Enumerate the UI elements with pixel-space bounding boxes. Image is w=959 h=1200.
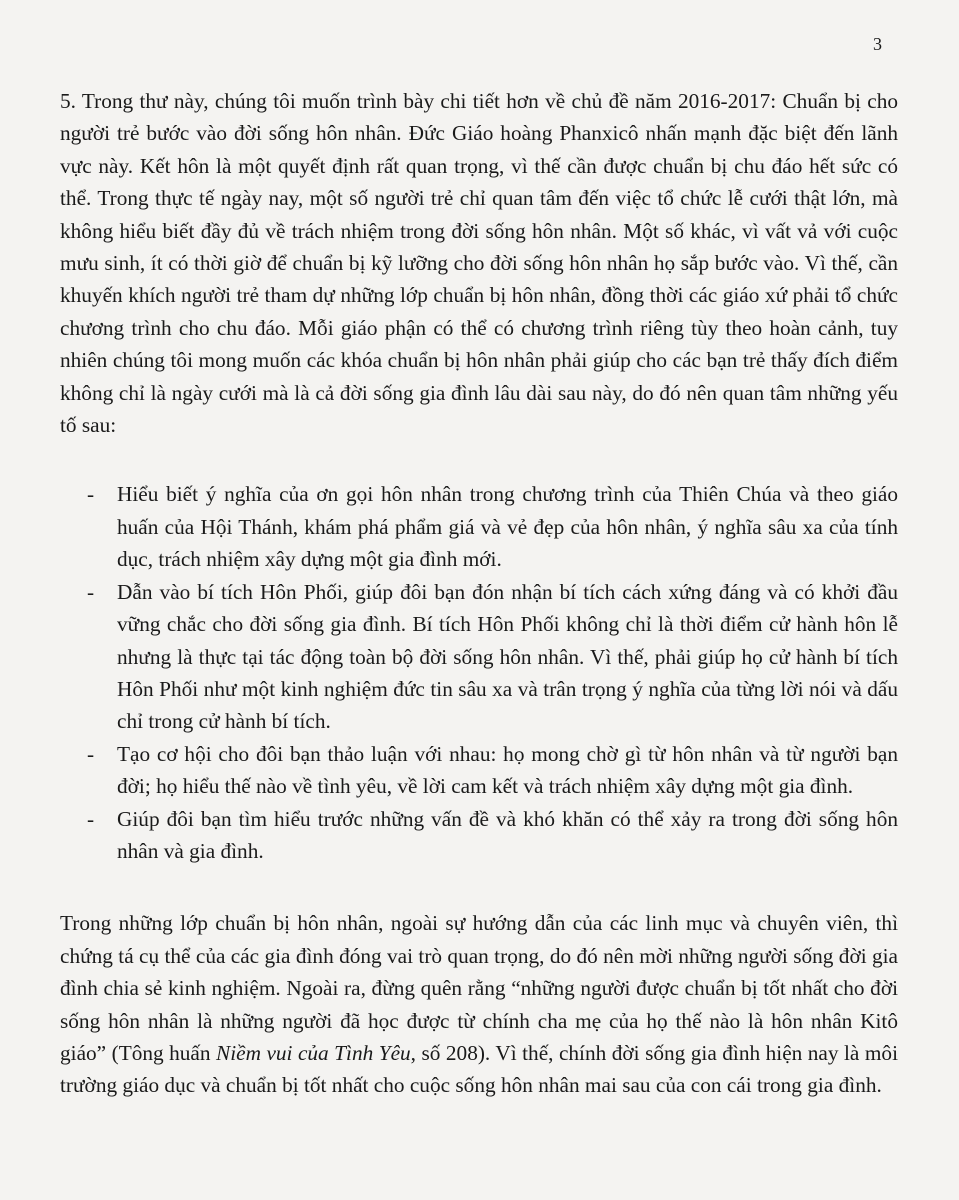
bullet-marker: - — [87, 579, 95, 604]
list-item-text: Hiểu biết ý nghĩa của ơn gọi hôn nhân trong chương trình của Thiên Chúa và theo giáo huấn của Hội Thánh, khám phá phẩm giá và vẻ đẹp của hôn nhân, ý nghĩa sâu xa của tính dục, trách nhiệm xây dựng một gia đình mới. — [117, 482, 898, 572]
list-item — [60, 738, 898, 803]
page-number: 3 — [873, 34, 882, 54]
list-item — [60, 478, 898, 575]
citation-title: Niềm vui của Tình Yêu — [216, 1040, 411, 1065]
bullet-list — [60, 478, 898, 867]
closing-text-end: , số 208). Vì thế, chính đời sống gia đình hiện nay là môi trường giáo dục và chuẩn bị tốt nhất cho cuộc sống hôn nhân mai sau của con cái trong gia đình. — [60, 1040, 898, 1098]
list-item-text: Giúp đôi bạn tìm hiểu trước những vấn đề và khó khăn có thể xảy ra trong đời sống hôn nhân và gia đình. — [117, 806, 898, 863]
list-item — [60, 803, 898, 868]
closing-paragraph — [60, 907, 898, 1101]
list-item-text: Tạo cơ hội cho đôi bạn thảo luận với nhau: họ mong chờ gì từ hôn nhân và từ người bạn đời; họ hiểu thế nào về tình yêu, về lời cam kết và trách nhiệm xây dựng một gia đình. — [117, 741, 898, 799]
bullet-marker: - — [87, 806, 95, 831]
bullet-marker: - — [87, 482, 95, 507]
document-body — [60, 85, 898, 1102]
closing-text-start: Trong những lớp chuẩn bị hôn nhân, ngoài sự hướng dẫn của các linh mục và chuyên viên, thì chứng tá cụ thể của các gia đình đóng vai trò quan trọng, do đó nên mời những người sống đời gia đình chia sẻ kinh nghiệm. Ngoài ra, đừng quên rằng “những người được chuẩn bị tốt nhất cho đời sống hôn nhân là những người đã học được từ chính cha mẹ của họ thế nào là hôn nhân Kitô giáo” (Tông huấn — [60, 911, 898, 1065]
list-item — [60, 576, 898, 738]
list-item-text: Dẫn vào bí tích Hôn Phối, giúp đôi bạn đón nhận bí tích cách xứng đáng và có khởi đầu vững chắc cho đời sống gia đình. Bí tích Hôn Phối không chỉ là thời điểm cử hành hôn lễ nhưng là thực tại tác động toàn bộ đời sống hôn nhân. Vì thế, phải giúp họ cử hành bí tích Hôn Phối như một kinh nghiệm đức tin sâu xa và trân trọng ý nghĩa của từng lời nói và dấu chỉ trong cử hành bí tích. — [117, 579, 898, 734]
intro-paragraph: 5. Trong thư này, chúng tôi muốn trình bày chi tiết hơn về chủ đề năm 2016-2017: Chuẩn bị cho người trẻ bước vào đời sống hôn nhân. Đức Giáo hoàng Phanxicô nhấn mạnh đặc biệt đến lãnh vực này. Kết hôn là một quyết định rất quan trọng, vì thế cần được chuẩn bị chu đáo hết sức có thể. Trong thực tế ngày nay, một số người trẻ chỉ quan tâm đến việc tổ chức lễ cưới thật lớn, mà không hiểu biết đầy đủ về trách nhiệm trong đời sống hôn nhân. Một số khác, vì vất vả với cuộc mưu sinh, ít có thời giờ để chuẩn bị kỹ lưỡng cho đời sống hôn nhân họ sắp bước vào. Vì thế, cần khuyến khích người trẻ tham dự những lớp chuẩn bị hôn nhân, đồng thời các giáo xứ phải tổ chức chương trình cho chu đáo. Mỗi giáo phận có thể có chương trình riêng tùy theo hoàn cảnh, tuy nhiên chúng tôi mong muốn các khóa chuẩn bị hôn nhân phải giúp cho các bạn trẻ thấy đích điểm không chỉ là ngày cưới mà là cả đời sống gia đình lâu dài sau này, do đó nên quan tâm những yếu tố sau: — [60, 89, 898, 438]
bullet-marker: - — [87, 741, 95, 766]
